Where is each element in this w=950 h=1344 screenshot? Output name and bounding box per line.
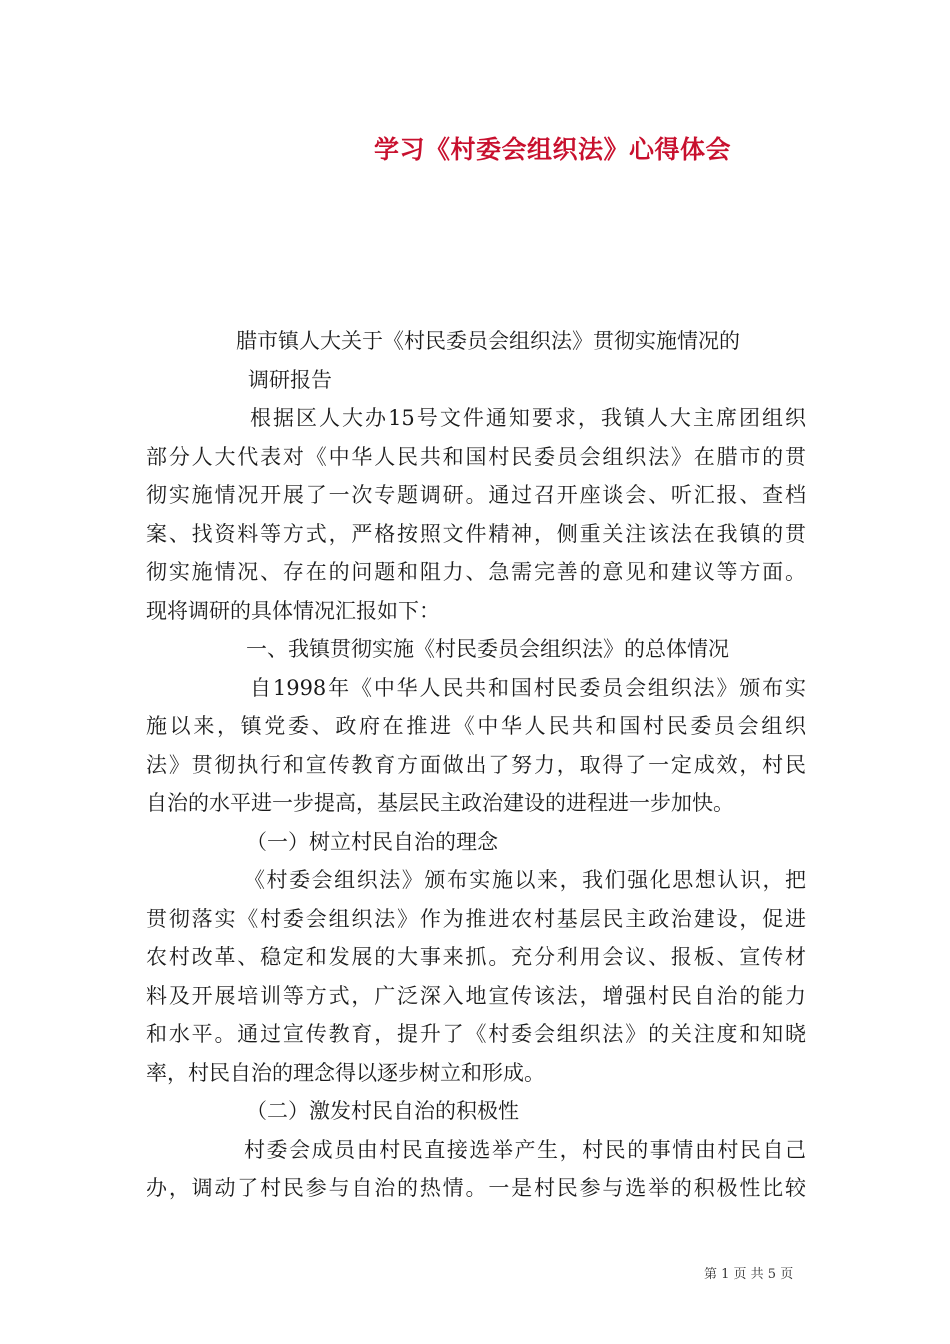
paragraph-line: 根据区人大办15号文件通知要求，我镇人大主席团组织 [250,406,806,430]
subsection-heading: （一）树立村民自治的理念 [246,829,498,854]
paragraph-line: 自1998年《中华人民共和国村民委员会组织法》颁布实 [250,675,806,700]
paragraph-line: 办，调动了村民参与自治的热情。一是村民参与选举的积极性比较 [146,1176,806,1200]
subsection-heading: （二）激发村民自治的积极性 [246,1099,519,1123]
paragraph-line: 农村改革、稳定和发展的大事来抓。充分利用会议、报板、宣传材 [146,945,806,969]
report-title-line: 调研报告 [248,367,332,392]
paragraph-line: 贯彻落实《村委会组织法》作为推进农村基层民主政治建设，促进 [146,906,806,931]
paragraph-line: 料及开展培训等方式，广泛深入地宣传该法，增强村民自治的能力 [146,983,806,1008]
report-title-line: 腊市镇人大关于《村民委员会组织法》贯彻实施情况的 [236,329,740,353]
section-heading: 一、我镇贯彻实施《村民委员会组织法》的总体情况 [246,637,729,661]
paragraph-line: 村委会成员由村民直接选举产生，村民的事情由村民自己 [244,1137,806,1162]
paragraph-line: 现将调研的具体情况汇报如下： [146,598,440,623]
paragraph-line: 彻实施情况、存在的问题和阻力、急需完善的意见和建议等方面。 [146,560,806,584]
paragraph-line: 自治的水平进一步提高，基层民主政治建设的进程进一步加快。 [146,791,734,815]
paragraph-line: 部分人大代表对《中华人民共和国村民委员会组织法》在腊市的贯 [146,444,806,469]
paragraph-line: 施以来，镇党委、政府在推进《中华人民共和国村民委员会组织 [146,714,806,738]
paragraph-line: 彻实施情况开展了一次专题调研。通过召开座谈会、听汇报、查档 [146,483,806,507]
paragraph-line: 和水平。通过宣传教育，提升了《村委会组织法》的关注度和知晓 [146,1022,806,1046]
document-title: 学习《村委会组织法》心得体会 [374,135,732,164]
paragraph-line: 《村委会组织法》颁布实施以来，我们强化思想认识，把 [244,868,806,892]
paragraph-line: 法》贯彻执行和宣传教育方面做出了努力，取得了一定成效，村民 [146,752,806,777]
paragraph-line: 率，村民自治的理念得以逐步树立和形成。 [146,1060,545,1085]
paragraph-line: 案、找资料等方式，严格按照文件精神，侧重关注该法在我镇的贯 [146,521,806,546]
page-number-footer: 第 1 页 共 5 页 [704,1267,794,1282]
document-body [146,322,806,1208]
